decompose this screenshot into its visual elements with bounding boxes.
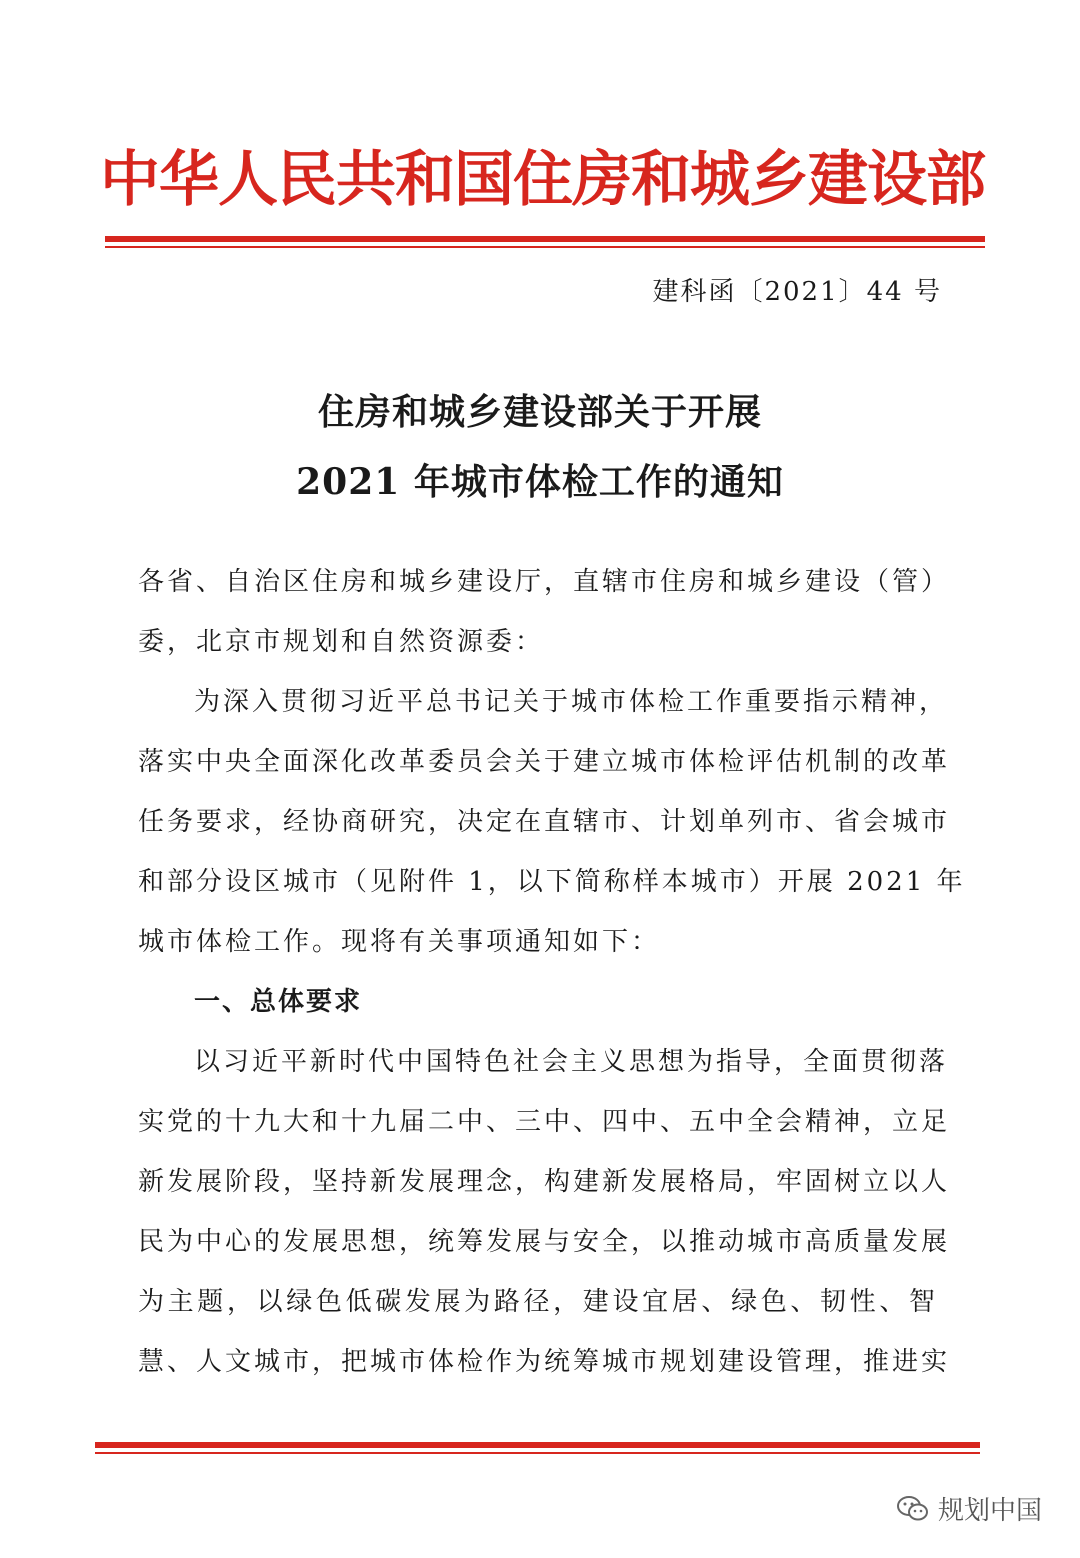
source-watermark bbox=[896, 1490, 1042, 1527]
paragraph-line: 为主题，以绿色低碳发展为路径，建设宜居、绿色、韧性、智 bbox=[138, 1287, 938, 1317]
wechat-icon bbox=[896, 1495, 930, 1523]
salutation-line: 各省、自治区住房和城乡建设厅，直辖市住房和城乡建设（管） bbox=[138, 567, 951, 597]
notice-title-line-1: 住房和城乡建设部关于开展 bbox=[317, 391, 762, 433]
salutation-line: 委，北京市规划和自然资源委： bbox=[138, 627, 545, 657]
paragraph-line: 新发展阶段，坚持新发展理念，构建新发展格局，牢固树立以人 bbox=[138, 1167, 951, 1197]
red-footer-rule bbox=[95, 1442, 980, 1454]
paragraph-line: 和部分设区城市（见附件 1，以下简称样本城市）开展 2021 年 bbox=[138, 867, 966, 897]
paragraph-line: 任务要求，经协商研究，决定在直辖市、计划单列市、省会城市 bbox=[138, 807, 951, 837]
paragraph-line: 城市体检工作。现将有关事项通知如下： bbox=[138, 927, 661, 957]
paragraph-line: 为深入贯彻习近平总书记关于城市体检工作重要指示精神， bbox=[194, 687, 949, 717]
masthead-title: 中华人民共和国住房和城乡建设部 bbox=[100, 145, 985, 215]
paragraph-line: 实党的十九大和十九届二中、三中、四中、五中全会精神，立足 bbox=[138, 1107, 951, 1137]
red-header-rule bbox=[105, 236, 985, 248]
notice-body bbox=[138, 552, 966, 1392]
watermark-text: 规划中国 bbox=[937, 1496, 1042, 1526]
document-number: 建科函〔2021〕44 号 bbox=[652, 277, 942, 307]
section-heading: 一、总体要求 bbox=[194, 987, 363, 1017]
notice-title-line-2: 2021 年城市体检工作的通知 bbox=[296, 461, 784, 503]
paragraph-line: 慧、人文城市，把城市体检作为统筹城市规划建设管理，推进实 bbox=[138, 1347, 951, 1377]
paragraph-line: 以习近平新时代中国特色社会主义思想为指导，全面贯彻落 bbox=[194, 1047, 949, 1077]
paragraph-line: 民为中心的发展思想，统筹发展与安全，以推动城市高质量发展 bbox=[138, 1227, 951, 1257]
paragraph-line: 落实中央全面深化改革委员会关于建立城市体检评估机制的改革 bbox=[138, 747, 951, 777]
